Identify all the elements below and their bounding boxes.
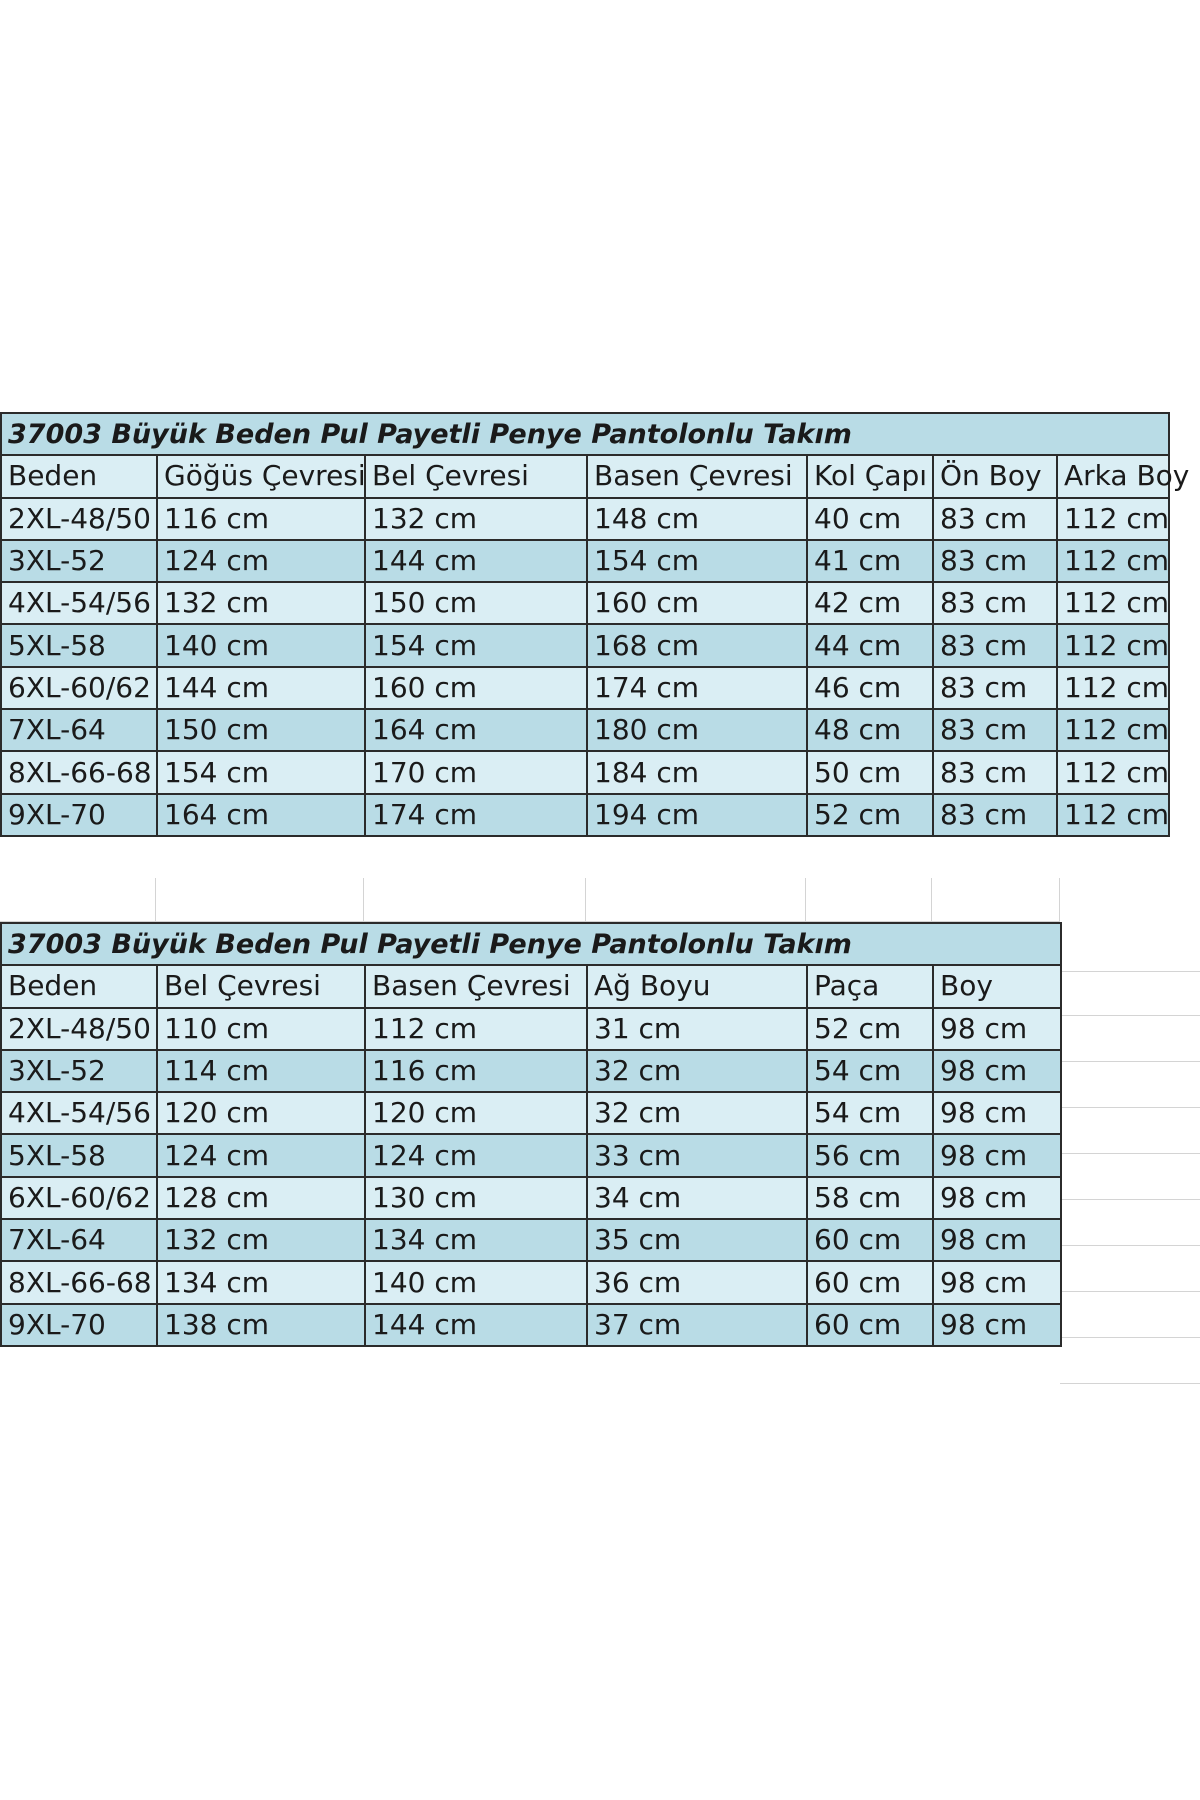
- table-cell: 174 cm: [587, 667, 807, 709]
- table-cell: 164 cm: [365, 709, 587, 751]
- column-header: Ağ Boyu: [587, 965, 807, 1007]
- table-cell: 32 cm: [587, 1050, 807, 1092]
- column-header: Paça: [807, 965, 933, 1007]
- table-cell: 2XL-48/50: [1, 498, 157, 540]
- table-cell: 144 cm: [365, 540, 587, 582]
- table-title-row: [1, 923, 1061, 965]
- size-chart-bottom-table: [0, 922, 1062, 1347]
- table-cell: 33 cm: [587, 1134, 807, 1176]
- table-cell: 112 cm: [1057, 582, 1169, 624]
- column-header: Beden: [1, 455, 157, 497]
- column-header: Göğüs Çevresi: [157, 455, 365, 497]
- table-cell: 112 cm: [1057, 667, 1169, 709]
- table-cell: 194 cm: [587, 794, 807, 836]
- empty-cell: [586, 878, 806, 922]
- table-cell: 98 cm: [933, 1304, 1061, 1346]
- table-cell: 34 cm: [587, 1177, 807, 1219]
- column-header: Bel Çevresi: [157, 965, 365, 1007]
- table-row: [1, 709, 1169, 751]
- gridline: [1060, 1292, 1200, 1338]
- empty-spreadsheet-row: [0, 878, 1200, 922]
- table-cell: 164 cm: [157, 794, 365, 836]
- table-cell: 140 cm: [157, 624, 365, 666]
- table-title-row: [1, 413, 1169, 455]
- table-row: [1, 794, 1169, 836]
- table-cell: 114 cm: [157, 1050, 365, 1092]
- gridline: [1060, 1154, 1200, 1200]
- gridline: [1060, 1062, 1200, 1108]
- table-row: [1, 624, 1169, 666]
- table-cell: 168 cm: [587, 624, 807, 666]
- table-cell: 150 cm: [157, 709, 365, 751]
- table-cell: 83 cm: [933, 794, 1057, 836]
- table-header-row: [1, 965, 1061, 1007]
- table-cell: 98 cm: [933, 1092, 1061, 1134]
- table-row: [1, 1177, 1061, 1219]
- table-cell: 2XL-48/50: [1, 1008, 157, 1050]
- table-title: 37003 Büyük Beden Pul Payetli Penye Pantolonlu Takım: [1, 923, 1061, 965]
- table-cell: 112 cm: [1057, 751, 1169, 793]
- table-cell: 154 cm: [157, 751, 365, 793]
- table-cell: 3XL-52: [1, 540, 157, 582]
- table-cell: 112 cm: [365, 1008, 587, 1050]
- table-cell: 4XL-54/56: [1, 582, 157, 624]
- empty-cell: [156, 878, 364, 922]
- column-header: Basen Çevresi: [365, 965, 587, 1007]
- table-cell: 83 cm: [933, 709, 1057, 751]
- table-cell: 50 cm: [807, 751, 933, 793]
- table-cell: 83 cm: [933, 751, 1057, 793]
- table-cell: 144 cm: [365, 1304, 587, 1346]
- table-cell: 35 cm: [587, 1219, 807, 1261]
- table-row: [1, 1134, 1061, 1176]
- table-cell: 58 cm: [807, 1177, 933, 1219]
- table-cell: 37 cm: [587, 1304, 807, 1346]
- gridline: [1060, 1200, 1200, 1246]
- table-row: [1, 1304, 1061, 1346]
- table-cell: 60 cm: [807, 1304, 933, 1346]
- column-header: Boy: [933, 965, 1061, 1007]
- table-cell: 98 cm: [933, 1261, 1061, 1303]
- table-cell: 54 cm: [807, 1050, 933, 1092]
- table-cell: 46 cm: [807, 667, 933, 709]
- table-cell: 110 cm: [157, 1008, 365, 1050]
- table-cell: 54 cm: [807, 1092, 933, 1134]
- table-cell: 130 cm: [365, 1177, 587, 1219]
- table-title: 37003 Büyük Beden Pul Payetli Penye Pantolonlu Takım: [1, 413, 1169, 455]
- empty-cell: [364, 878, 586, 922]
- table-cell: 170 cm: [365, 751, 587, 793]
- table-cell: 8XL-66-68: [1, 1261, 157, 1303]
- table-cell: 4XL-54/56: [1, 1092, 157, 1134]
- table-cell: 98 cm: [933, 1177, 1061, 1219]
- table-row: [1, 1092, 1061, 1134]
- table-cell: 154 cm: [365, 624, 587, 666]
- table-cell: 7XL-64: [1, 1219, 157, 1261]
- table-row: [1, 1219, 1061, 1261]
- table-row: [1, 498, 1169, 540]
- table-cell: 134 cm: [365, 1219, 587, 1261]
- empty-cell: [932, 878, 1060, 922]
- table-cell: 83 cm: [933, 540, 1057, 582]
- table-row: [1, 1008, 1061, 1050]
- table-cell: 132 cm: [157, 1219, 365, 1261]
- table-cell: 9XL-70: [1, 1304, 157, 1346]
- table-cell: 83 cm: [933, 498, 1057, 540]
- table-cell: 140 cm: [365, 1261, 587, 1303]
- table-cell: 184 cm: [587, 751, 807, 793]
- table-cell: 116 cm: [157, 498, 365, 540]
- table-cell: 144 cm: [157, 667, 365, 709]
- gridline: [1060, 1108, 1200, 1154]
- table-cell: 5XL-58: [1, 624, 157, 666]
- table-cell: 60 cm: [807, 1219, 933, 1261]
- column-header: Arka Boy: [1057, 455, 1169, 497]
- gridline: [1060, 1338, 1200, 1384]
- table-cell: 112 cm: [1057, 794, 1169, 836]
- table-row: [1, 751, 1169, 793]
- table-cell: 160 cm: [365, 667, 587, 709]
- table-cell: 128 cm: [157, 1177, 365, 1219]
- table-cell: 42 cm: [807, 582, 933, 624]
- table-cell: 98 cm: [933, 1219, 1061, 1261]
- table-cell: 31 cm: [587, 1008, 807, 1050]
- gridline: [1060, 1016, 1200, 1062]
- table-cell: 36 cm: [587, 1261, 807, 1303]
- table-cell: 32 cm: [587, 1092, 807, 1134]
- table-cell: 138 cm: [157, 1304, 365, 1346]
- table-cell: 41 cm: [807, 540, 933, 582]
- table-cell: 98 cm: [933, 1134, 1061, 1176]
- table-cell: 83 cm: [933, 624, 1057, 666]
- table-cell: 124 cm: [365, 1134, 587, 1176]
- table-cell: 8XL-66-68: [1, 751, 157, 793]
- table-header-row: [1, 455, 1169, 497]
- table-cell: 112 cm: [1057, 709, 1169, 751]
- gridline: [1060, 972, 1200, 1016]
- table-cell: 174 cm: [365, 794, 587, 836]
- table-cell: 44 cm: [807, 624, 933, 666]
- table-cell: 120 cm: [157, 1092, 365, 1134]
- table-cell: 116 cm: [365, 1050, 587, 1092]
- gridline: [1060, 1246, 1200, 1292]
- gridline: [1060, 922, 1200, 972]
- table-row: [1, 667, 1169, 709]
- table-cell: 154 cm: [587, 540, 807, 582]
- table-cell: 112 cm: [1057, 540, 1169, 582]
- table-cell: 56 cm: [807, 1134, 933, 1176]
- table-cell: 48 cm: [807, 709, 933, 751]
- table-cell: 124 cm: [157, 1134, 365, 1176]
- column-header: Ön Boy: [933, 455, 1057, 497]
- table-row: [1, 1050, 1061, 1092]
- table-cell: 9XL-70: [1, 794, 157, 836]
- table-cell: 160 cm: [587, 582, 807, 624]
- table-cell: 60 cm: [807, 1261, 933, 1303]
- table-cell: 98 cm: [933, 1008, 1061, 1050]
- table-cell: 150 cm: [365, 582, 587, 624]
- table-cell: 83 cm: [933, 582, 1057, 624]
- table-cell: 6XL-60/62: [1, 1177, 157, 1219]
- table-cell: 124 cm: [157, 540, 365, 582]
- table-cell: 148 cm: [587, 498, 807, 540]
- table-cell: 52 cm: [807, 794, 933, 836]
- table-cell: 3XL-52: [1, 1050, 157, 1092]
- table-cell: 120 cm: [365, 1092, 587, 1134]
- column-header: Kol Çapı: [807, 455, 933, 497]
- table-row: [1, 1261, 1061, 1303]
- table-cell: 98 cm: [933, 1050, 1061, 1092]
- table-row: [1, 540, 1169, 582]
- table-row: [1, 582, 1169, 624]
- table-cell: 132 cm: [157, 582, 365, 624]
- table-cell: 112 cm: [1057, 624, 1169, 666]
- column-header: Basen Çevresi: [587, 455, 807, 497]
- empty-cell: [806, 878, 932, 922]
- column-header: Bel Çevresi: [365, 455, 587, 497]
- table-cell: 6XL-60/62: [1, 667, 157, 709]
- column-header: Beden: [1, 965, 157, 1007]
- table-cell: 83 cm: [933, 667, 1057, 709]
- table-cell: 132 cm: [365, 498, 587, 540]
- table-cell: 52 cm: [807, 1008, 933, 1050]
- table-cell: 7XL-64: [1, 709, 157, 751]
- table-cell: 40 cm: [807, 498, 933, 540]
- table-cell: 5XL-58: [1, 1134, 157, 1176]
- table-cell: 112 cm: [1057, 498, 1169, 540]
- size-chart-top-table: [0, 412, 1190, 837]
- table-cell: 134 cm: [157, 1261, 365, 1303]
- empty-cell: [0, 878, 156, 922]
- table-cell: 180 cm: [587, 709, 807, 751]
